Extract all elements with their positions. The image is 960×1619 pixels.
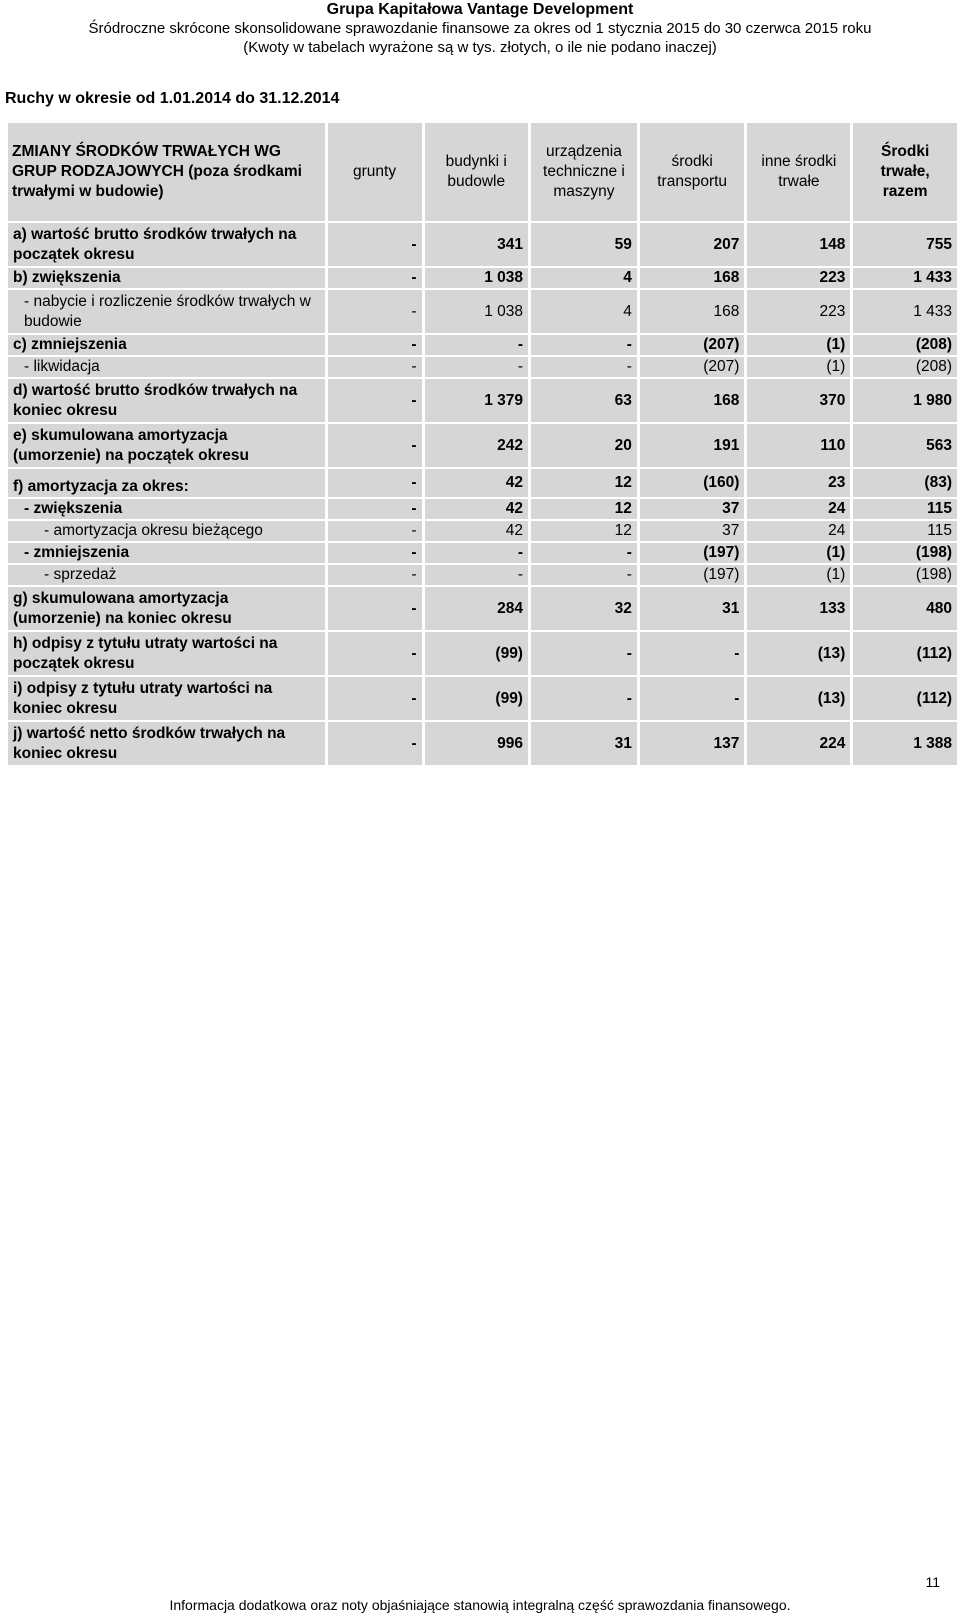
row-value: - — [531, 632, 637, 675]
row-value: (208) — [853, 335, 957, 355]
row-value: (160) — [640, 469, 744, 497]
row-label: d) wartość brutto środków trwałych na koniec okresu — [8, 379, 325, 422]
header-budynki: budynki i budowle — [425, 123, 528, 221]
row-value: 31 — [640, 587, 744, 630]
row-value: (13) — [747, 632, 850, 675]
row-value: 137 — [640, 722, 744, 765]
row-value: (198) — [853, 543, 957, 563]
table-row — [8, 223, 957, 266]
row-value: 168 — [640, 268, 744, 288]
header-description: ZMIANY ŚRODKÓW TRWAŁYCH WG GRUP RODZAJOWYCH (poza środkami trwałymi w budowie) — [8, 123, 325, 221]
row-value: - — [328, 565, 422, 585]
row-value: 1 038 — [425, 268, 528, 288]
row-value: (207) — [640, 335, 744, 355]
row-value: 207 — [640, 223, 744, 266]
row-value: 110 — [747, 424, 850, 467]
table-row — [8, 499, 957, 519]
row-label: e) skumulowana amortyzacja (umorzenie) na początek okresu — [8, 424, 325, 467]
row-value: 42 — [425, 469, 528, 497]
row-value: 37 — [640, 521, 744, 541]
row-value: 168 — [640, 290, 744, 333]
row-value: - — [328, 722, 422, 765]
row-value: - — [531, 357, 637, 377]
table-row — [8, 379, 957, 422]
row-value: 480 — [853, 587, 957, 630]
row-value: - — [328, 268, 422, 288]
row-value: - — [425, 543, 528, 563]
row-value: 370 — [747, 379, 850, 422]
row-value: 563 — [853, 424, 957, 467]
row-value: 115 — [853, 499, 957, 519]
row-value: - — [328, 499, 422, 519]
row-value: - — [328, 632, 422, 675]
row-value: - — [531, 677, 637, 720]
header-srodki-transportu: środki transportu — [640, 123, 744, 221]
row-value: - — [328, 543, 422, 563]
row-value: 32 — [531, 587, 637, 630]
row-value: 224 — [747, 722, 850, 765]
row-value: (1) — [747, 335, 850, 355]
table-row — [8, 565, 957, 585]
row-value: - — [328, 469, 422, 497]
table-row — [8, 424, 957, 467]
row-value: 223 — [747, 268, 850, 288]
row-label: - zmniejszenia — [8, 543, 325, 563]
row-value: - — [328, 335, 422, 355]
row-label: - zwiększenia — [8, 499, 325, 519]
row-value: (1) — [747, 357, 850, 377]
row-label: - nabycie i rozliczenie środków trwałych w budowie — [8, 290, 325, 333]
row-value: 168 — [640, 379, 744, 422]
table-row — [8, 290, 957, 333]
row-value: (112) — [853, 632, 957, 675]
row-value: - — [531, 335, 637, 355]
row-value: 284 — [425, 587, 528, 630]
row-value: 20 — [531, 424, 637, 467]
row-value: - — [425, 357, 528, 377]
section-title: Ruchy w okresie od 1.01.2014 do 31.12.2014 — [5, 90, 340, 107]
header-urzadzenia: urządzenia techniczne i maszyny — [531, 123, 637, 221]
page-number: 11 — [925, 1574, 940, 1590]
row-value: 63 — [531, 379, 637, 422]
row-value: 59 — [531, 223, 637, 266]
row-value: 1 980 — [853, 379, 957, 422]
row-value: (13) — [747, 677, 850, 720]
row-value: - — [531, 565, 637, 585]
row-value: 42 — [425, 521, 528, 541]
row-value: - — [328, 677, 422, 720]
row-value: (99) — [425, 677, 528, 720]
row-value: (1) — [747, 565, 850, 585]
page-footer: Informacja dodatkowa oraz noty objaśniające stanowią integralną część sprawozdania finansowego. — [169, 1597, 791, 1613]
row-value: (112) — [853, 677, 957, 720]
table-row — [8, 469, 957, 497]
row-value: - — [328, 521, 422, 541]
row-label: c) zmniejszenia — [8, 335, 325, 355]
row-value: 42 — [425, 499, 528, 519]
row-value: 1 433 — [853, 290, 957, 333]
row-value: 133 — [747, 587, 850, 630]
row-label: a) wartość brutto środków trwałych na początek okresu — [8, 223, 325, 266]
row-value: - — [328, 357, 422, 377]
row-value: 996 — [425, 722, 528, 765]
row-value: 1 038 — [425, 290, 528, 333]
row-value: - — [640, 632, 744, 675]
table-row — [8, 521, 957, 541]
row-label: - amortyzacja okresu bieżącego — [8, 521, 325, 541]
table-row — [8, 677, 957, 720]
header-razem: Środki trwałe, razem — [853, 123, 957, 221]
row-value: - — [328, 290, 422, 333]
row-value: 223 — [747, 290, 850, 333]
row-value: 341 — [425, 223, 528, 266]
row-label: g) skumulowana amortyzacja (umorzenie) na koniec okresu — [8, 587, 325, 630]
row-value: - — [328, 223, 422, 266]
row-value: 12 — [531, 469, 637, 497]
row-label: f) amortyzacja za okres: — [8, 469, 325, 497]
row-value: 755 — [853, 223, 957, 266]
row-value: - — [425, 335, 528, 355]
row-value: (99) — [425, 632, 528, 675]
row-label: - likwidacja — [8, 357, 325, 377]
row-value: 148 — [747, 223, 850, 266]
row-value: - — [425, 565, 528, 585]
row-value: (207) — [640, 357, 744, 377]
amounts-note: (Kwoty w tabelach wyrażone są w tys. złotych, o ile nie podano inaczej) — [243, 39, 717, 56]
row-value: 191 — [640, 424, 744, 467]
row-value: - — [328, 379, 422, 422]
row-value: 12 — [531, 499, 637, 519]
row-value: 23 — [747, 469, 850, 497]
table-header-row — [8, 123, 957, 221]
row-value: 24 — [747, 521, 850, 541]
table-row — [8, 357, 957, 377]
row-value: 31 — [531, 722, 637, 765]
report-title: Śródroczne skrócone skonsolidowane sprawozdanie finansowe za okres od 1 stycznia 2015 do 30 czerwca 2015 roku — [88, 20, 872, 37]
row-label: j) wartość netto środków trwałych na koniec okresu — [8, 722, 325, 765]
header-grunty: grunty — [328, 123, 422, 221]
row-value: 242 — [425, 424, 528, 467]
row-value: - — [328, 424, 422, 467]
row-value: 1 388 — [853, 722, 957, 765]
row-value: (208) — [853, 357, 957, 377]
table-row — [8, 335, 957, 355]
table-row — [8, 632, 957, 675]
row-value: 115 — [853, 521, 957, 541]
row-value: (83) — [853, 469, 957, 497]
table-row — [8, 268, 957, 288]
row-value: 4 — [531, 290, 637, 333]
fixed-assets-table — [5, 121, 960, 767]
table-row — [8, 722, 957, 765]
row-value: 24 — [747, 499, 850, 519]
table-row — [8, 587, 957, 630]
row-value: - — [531, 543, 637, 563]
row-label: h) odpisy z tytułu utraty wartości na początek okresu — [8, 632, 325, 675]
row-value: 1 379 — [425, 379, 528, 422]
row-label: i) odpisy z tytułu utraty wartości na koniec okresu — [8, 677, 325, 720]
row-value: (198) — [853, 565, 957, 585]
row-value: (197) — [640, 543, 744, 563]
row-value: - — [640, 677, 744, 720]
row-value: 4 — [531, 268, 637, 288]
row-value: (1) — [747, 543, 850, 563]
row-label: - sprzedaż — [8, 565, 325, 585]
table-row — [8, 543, 957, 563]
row-value: 37 — [640, 499, 744, 519]
header-inne-srodki: inne środki trwałe — [747, 123, 850, 221]
row-value: 12 — [531, 521, 637, 541]
row-label: b) zwiększenia — [8, 268, 325, 288]
row-value: (197) — [640, 565, 744, 585]
row-value: 1 433 — [853, 268, 957, 288]
company-name: Grupa Kapitałowa Vantage Development — [326, 1, 634, 18]
row-value: - — [328, 587, 422, 630]
